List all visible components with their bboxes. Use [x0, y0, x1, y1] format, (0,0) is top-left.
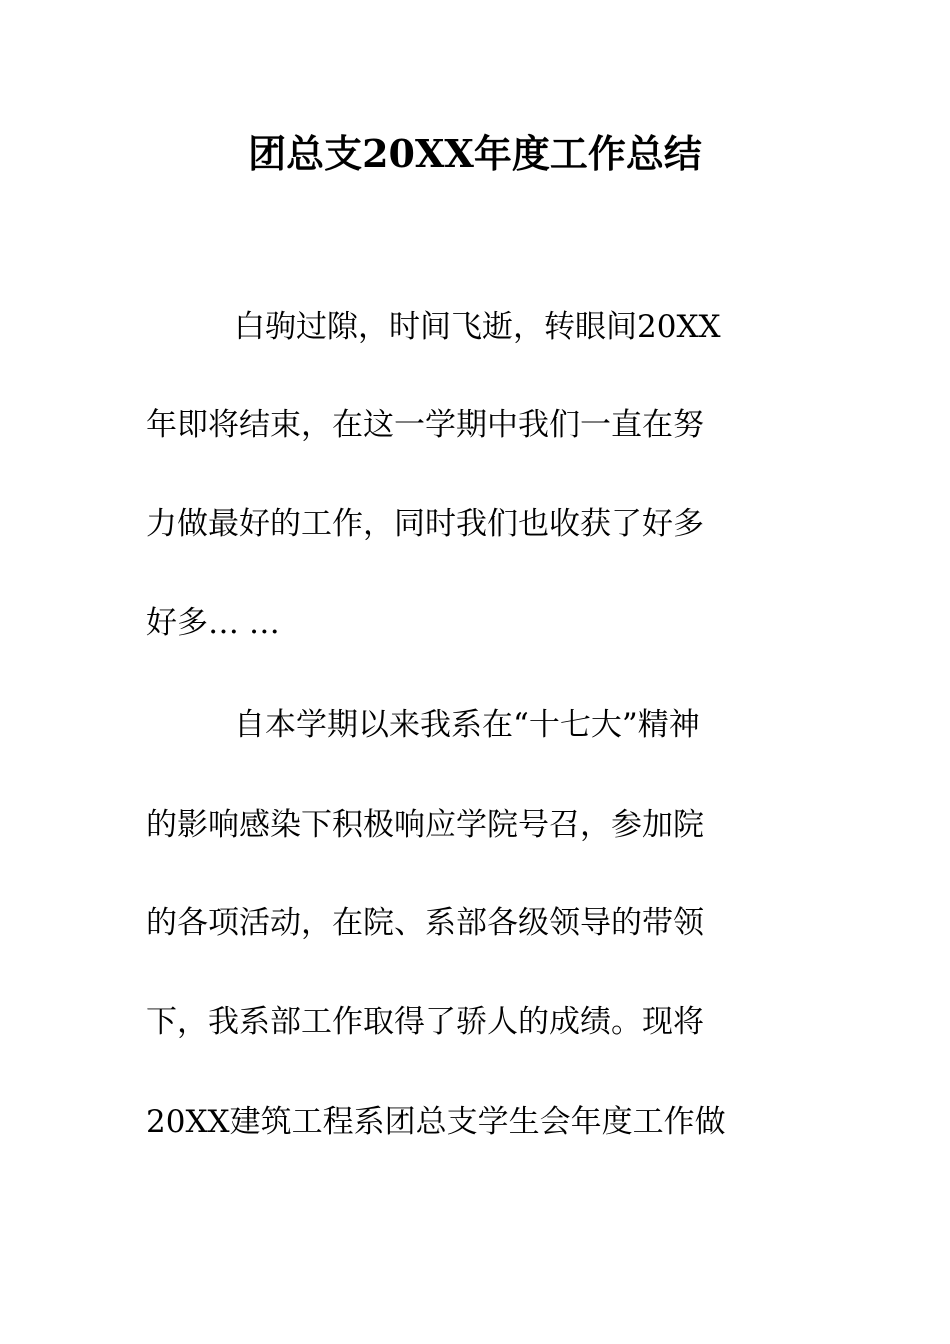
paragraph-1-line-2: 年即将结束，在这一学期中我们一直在努 [146, 407, 704, 443]
paragraph-1-line-1: 白驹过隙，时间飞逝，转眼间20XX [234, 309, 721, 345]
document-title: 团总支20XX年度工作总结 [248, 131, 702, 176]
paragraph-2-line-2: 的影响感染下积极响应学院号召，参加院 [146, 807, 704, 843]
paragraph-2-line-3: 的各项活动，在院、系部各级领导的带领 [146, 905, 704, 941]
paragraph-2-line-4: 下，我系部工作取得了骄人的成绩。现将 [146, 1004, 704, 1040]
paragraph-2-line-5: 20XX建筑工程系团总支学生会年度工作做 [146, 1104, 726, 1140]
paragraph-1-line-4: 好多… … [146, 605, 280, 641]
paragraph-1-line-3: 力做最好的工作，同时我们也收获了好多 [146, 506, 704, 542]
paragraph-2-line-1: 自本学期以来我系在“十七大”精神 [234, 707, 700, 743]
